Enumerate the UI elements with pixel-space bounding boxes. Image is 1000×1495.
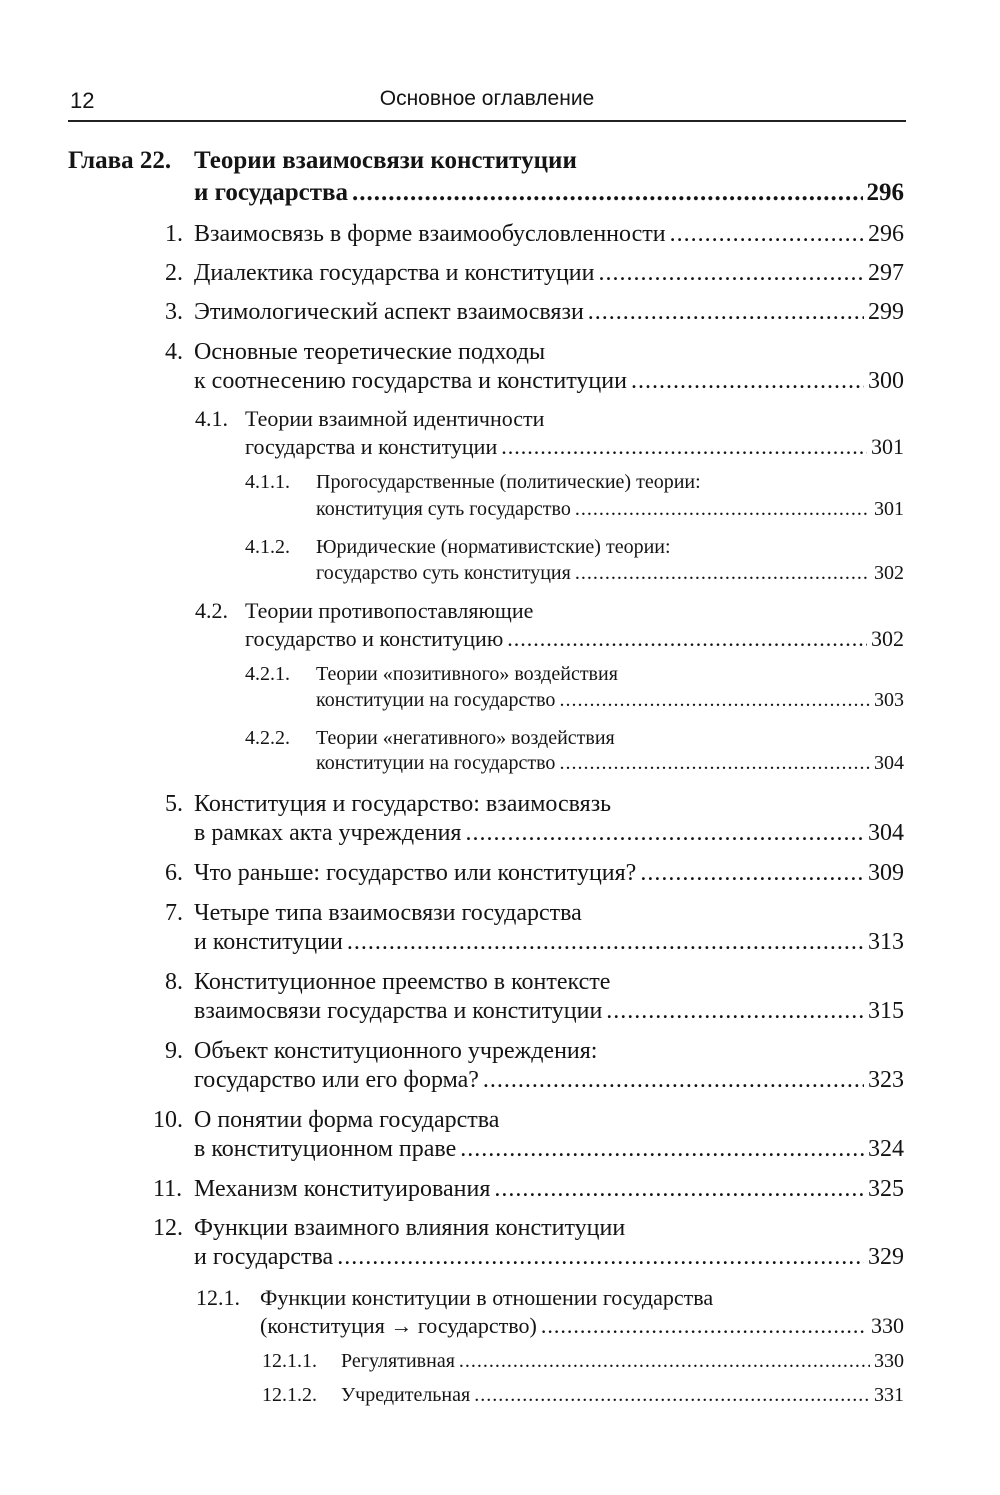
item-number: 9. — [165, 1038, 183, 1064]
item-number: 2. — [165, 260, 183, 286]
page-ref: 299 — [868, 299, 904, 325]
item-text-line: Теории «позитивного» воздействия — [316, 663, 618, 685]
item-number: 12.1.1. — [262, 1350, 317, 1372]
page-ref: 331 — [874, 1384, 904, 1406]
chapter-title-line1: Теории взаимосвязи конституции — [194, 147, 577, 174]
item-text-line: в конституционном праве ..... 324 — [194, 1137, 904, 1161]
item-number: 3. — [165, 299, 183, 325]
page-ref: 329 — [868, 1244, 904, 1270]
item-number: 4.2. — [195, 598, 228, 623]
item-number: 1. — [165, 221, 183, 247]
item-number: 7. — [165, 900, 183, 926]
chapter-title-line2: и государства ..... 296 — [194, 180, 904, 205]
page-ref: 330 — [871, 1313, 904, 1338]
page-ref: 330 — [874, 1350, 904, 1372]
page-ref: 302 — [871, 626, 904, 651]
item-text-line: государство или его форма? ..... 323 — [194, 1068, 904, 1092]
item-text-line: в рамках акта учреждения ..... 304 — [194, 821, 904, 845]
page-number: 12 — [70, 88, 95, 113]
item-text-line: Механизм конституирования ..... 325 — [194, 1177, 904, 1201]
item-text-line: Юридические (нормативистские) теории: — [316, 536, 671, 558]
item-number: 12.1.2. — [262, 1384, 317, 1406]
item-text-line: Конституционное преемство в контексте — [194, 969, 611, 995]
item-text-line: Объект конституционного учреждения: — [194, 1038, 598, 1064]
item-text-line: Функции взаимного влияния конституции — [194, 1215, 626, 1241]
item-text-line: Основные теоретические подходы — [194, 339, 546, 365]
item-number: 4.1. — [195, 406, 228, 431]
item-number: 12.1. — [196, 1285, 240, 1310]
running-title: Основное оглавление — [379, 87, 595, 110]
page-ref: 302 — [874, 562, 904, 584]
item-number: 5. — [165, 791, 183, 817]
page-ref: 300 — [868, 368, 904, 394]
item-number: 4.2.2. — [245, 727, 290, 749]
page-ref: 301 — [871, 434, 904, 459]
item-text-line: Учредительная ..... 331 — [341, 1385, 904, 1405]
item-text-line: (конституция → государство) ..... 330 — [260, 1315, 904, 1337]
item-text-line: и государства ..... 329 — [194, 1245, 904, 1269]
page-ref: 304 — [874, 752, 904, 774]
page-ref: 309 — [868, 860, 904, 886]
item-text-line: и конституции ..... 313 — [194, 930, 904, 954]
page-ref: 297 — [868, 260, 904, 286]
item-text-line: государство суть конституция ..... 302 — [316, 563, 904, 583]
page-ref: 324 — [868, 1136, 904, 1162]
item-text-line: государства и конституции ..... 301 — [245, 436, 904, 458]
item-text-line: конституция суть государство ..... 301 — [316, 499, 904, 519]
item-text-line: Что раньше: государство или конституция? ..... 309 — [194, 861, 904, 885]
chapter-label: Глава 22. — [68, 147, 172, 174]
item-number: 4. — [165, 339, 183, 365]
item-text-line: конституции на государство ..... 303 — [316, 690, 904, 710]
item-text-line: Этимологический аспект взаимосвязи ..... 299 — [194, 300, 904, 324]
page-ref: 296 — [866, 179, 904, 206]
item-number: 4.1.1. — [245, 471, 290, 493]
item-text-line: О понятии форма государства — [194, 1107, 500, 1133]
item-text-line: государство и конституцию ..... 302 — [245, 628, 904, 650]
page-ref: 325 — [868, 1176, 904, 1202]
item-number: 8. — [165, 969, 183, 995]
item-number: 6. — [165, 860, 183, 886]
item-text-line: Взаимосвязь в форме взаимообусловленности ..... 296 — [194, 222, 904, 246]
item-number: 12. — [153, 1215, 183, 1241]
item-text-line: Теории взаимной идентичности — [245, 406, 545, 431]
item-number: 4.2.1. — [245, 663, 290, 685]
page-ref: 301 — [874, 498, 904, 520]
item-text-line: Регулятивная ..... 330 — [341, 1351, 904, 1371]
page-ref: 296 — [868, 221, 904, 247]
page-ref: 315 — [868, 998, 904, 1024]
item-text-line: конституции на государство ..... 304 — [316, 753, 904, 773]
page-ref: 303 — [874, 689, 904, 711]
page-ref: 313 — [868, 929, 904, 955]
item-text-line: Конституция и государство: взаимосвязь — [194, 791, 612, 817]
item-text-line: Прогосударственные (политические) теории: — [316, 471, 701, 493]
item-text-line: к соотнесению государства и конституции ..... 300 — [194, 369, 904, 393]
item-text-line: Четыре типа взаимосвязи государства — [194, 900, 582, 926]
item-number: 4.1.2. — [245, 536, 290, 558]
item-number: 10. — [153, 1107, 183, 1133]
item-text-line: Теории «негативного» воздействия — [316, 727, 615, 749]
item-text-line: Функции конституции в отношении государства — [260, 1285, 714, 1310]
item-number: 11. — [153, 1176, 183, 1202]
item-text-line: Диалектика государства и конституции ..... 297 — [194, 261, 904, 285]
page-ref: 304 — [868, 820, 904, 846]
item-text-line: Теории противопоставляющие — [245, 598, 534, 623]
item-text-line: взаимосвязи государства и конституции ..... 315 — [194, 999, 904, 1023]
page-ref: 323 — [868, 1067, 904, 1093]
